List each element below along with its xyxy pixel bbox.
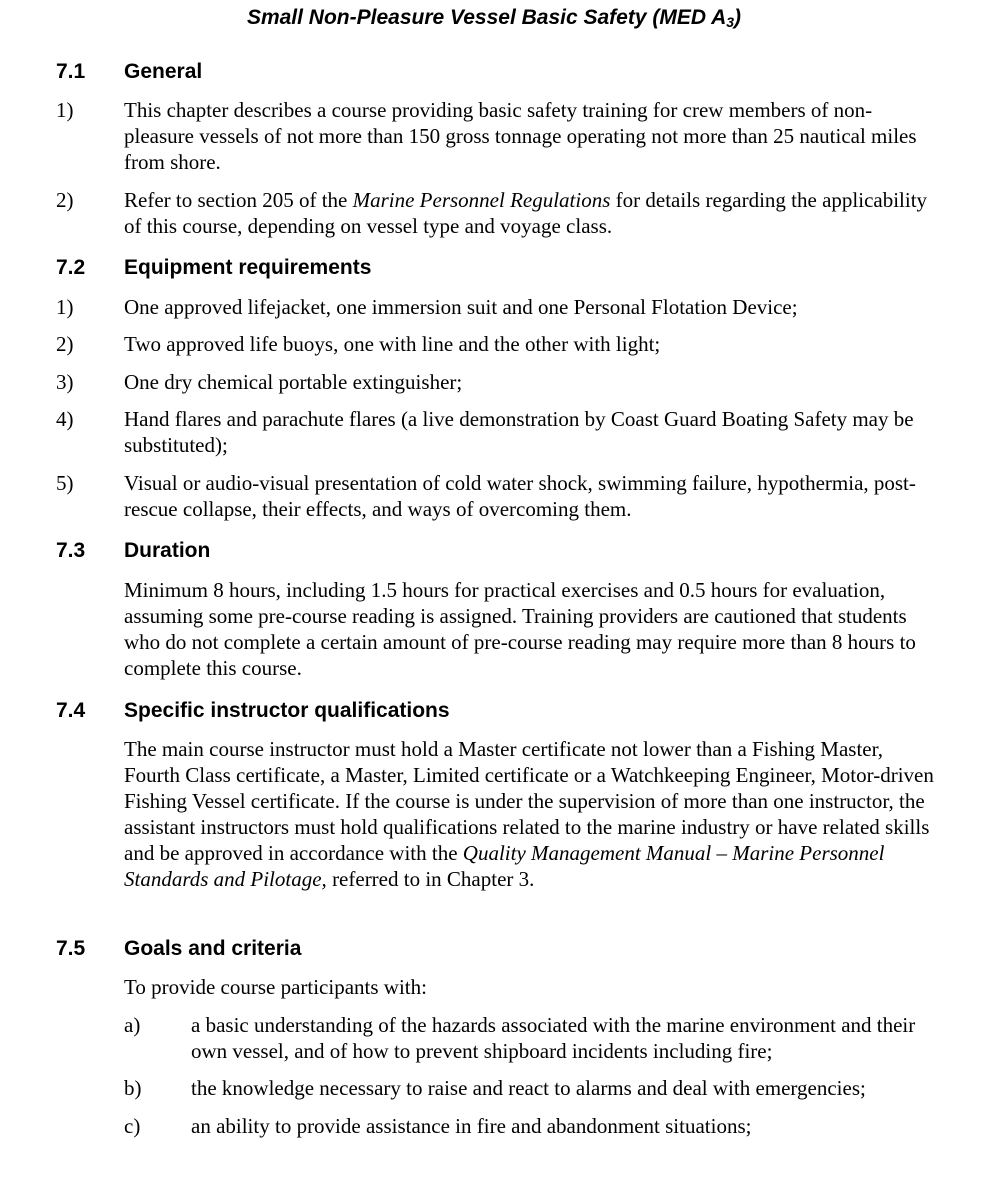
list-item-text: Hand flares and parachute flares (a live demonstration by Coast Guard Boating Safety may be substituted); [124,407,914,457]
sub-list-item [124,1012,936,1064]
list-marker: 4) [56,407,74,431]
title-main: Small Non-Pleasure Vessel Basic Safety (MED A [246,6,727,29]
title-subscript: 3 [726,14,735,30]
section-title: General [124,60,203,83]
list-item [56,97,936,175]
text-run: for details regarding the applicability of this course, depending on vessel type and voyage class. [124,188,928,238]
list-item-text: a basic understanding of the hazards associated with the marine environment and their own vessel, and of how to prevent shipboard incidents including fire; [191,1013,916,1063]
section-title: Goals and criteria [124,937,302,960]
list-item [56,369,936,395]
list-item [56,470,936,522]
goals-intro: To provide course participants with: [124,975,427,999]
list-marker: 2) [56,332,74,356]
list-marker: 3) [56,370,74,394]
sub-list-item [124,1075,936,1101]
list-item-text: This chapter describes a course providing basic safety training for crew members of non-pleasure vessels of not more than 150 gross tonnage operating not more than 25 nautical miles from shore. [124,98,917,174]
list-marker: 2) [56,188,74,212]
title-end: ) [734,6,742,29]
list-item-text [124,187,936,239]
list-marker: 1) [56,98,74,122]
page-title [0,6,988,30]
list-marker: b) [124,1076,142,1100]
list-marker: a) [124,1013,141,1037]
list-item [56,406,936,458]
list-marker: c) [124,1114,141,1138]
section-number: 7.1 [56,60,86,83]
section-title: Equipment requirements [124,256,372,279]
section-number: 7.2 [56,256,86,279]
section-number: 7.4 [56,699,86,722]
text-run: Refer to section 205 of the [124,188,353,212]
sub-list-item [124,1113,936,1139]
list-marker: 1) [56,295,74,319]
list-item [56,331,936,357]
list-item-text: Two approved life buoys, one with line and the other with light; [124,332,661,356]
section-title: Specific instructor qualifications [124,699,450,722]
list-marker: 5) [56,471,74,495]
list-item-text: One dry chemical portable extinguisher; [124,370,463,394]
regulation-title: Marine Personnel Regulations [352,188,611,212]
section-title: Duration [124,539,211,562]
text-run: The main course instructor must hold a Master certificate not lower than a Fishing Master, Fourth Class certificate, a Master, Limited certificate or a Watchkeeping Engineer, Motor-driven Fishing Vessel certificate. If the course is under the supervision of more than one instructor, the assistant instructors must hold qualifications related to the marine industry or have related skills and be approved in accordance with the [124,737,934,865]
manual-title: Quality Management Manual – Marine Personnel Standards and Pilotage, [124,841,885,891]
list-item [56,187,936,239]
text-run: referred to in Chapter 3. [326,867,535,891]
instructor-paragraph [124,736,936,892]
list-item-text: the knowledge necessary to raise and react to alarms and deal with emergencies; [191,1076,866,1100]
section-number: 7.5 [56,937,86,960]
list-item-text: One approved lifejacket, one immersion suit and one Personal Flotation Device; [124,295,798,319]
list-item [56,294,936,320]
duration-paragraph: Minimum 8 hours, including 1.5 hours for practical exercises and 0.5 hours for evaluation, assuming some pre-course reading is assigned. Training providers are cautioned that students who do not complete a certain amount of pre-course reading may require more than 8 hours to complete this course. [124,578,916,680]
list-item-text: Visual or audio-visual presentation of cold water shock, swimming failure, hypothermia, post-rescue collapse, their effects, and ways of overcoming them. [124,471,916,521]
section-number: 7.3 [56,539,86,562]
list-item-text: an ability to provide assistance in fire and abandonment situations; [191,1114,752,1138]
